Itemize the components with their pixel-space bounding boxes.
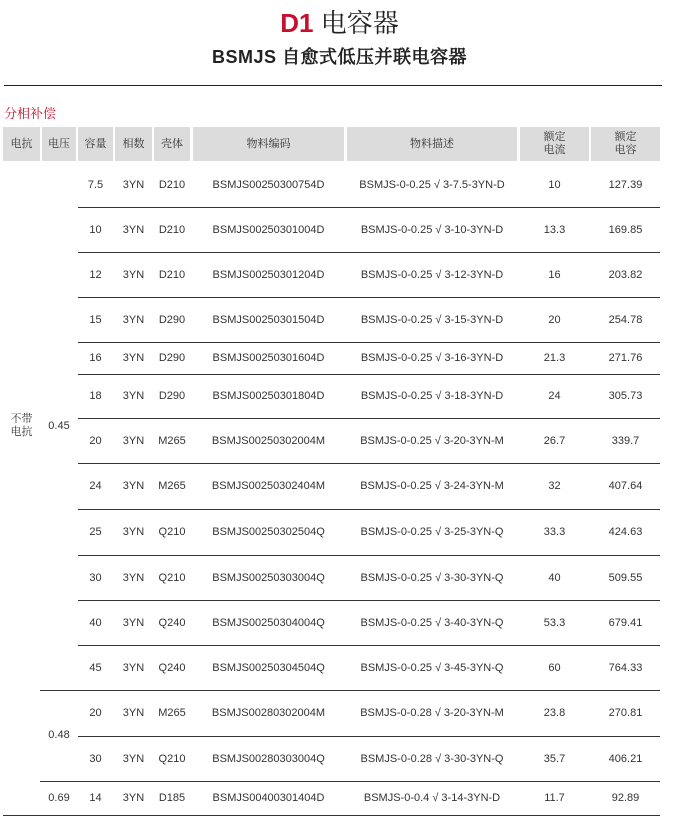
cell-phase: 3YN bbox=[122, 526, 145, 538]
cell-material-desc: BSMJS-0-0.25 √ 3-18-3YN-D bbox=[360, 390, 504, 402]
cell-shell: D290 bbox=[158, 313, 186, 326]
cell-capacity: 12 bbox=[89, 268, 102, 281]
cell-capacity: 30 bbox=[89, 571, 102, 584]
cell-rated-capacitance: 203.82 bbox=[608, 268, 643, 281]
cell-material-code: BSMJS00250301004D bbox=[212, 223, 325, 236]
cell-phase: 3YN bbox=[122, 480, 145, 492]
cell-material-code: BSMJS00250302404M bbox=[211, 480, 326, 492]
cell-capacity: 45 bbox=[89, 661, 102, 674]
cell-rated-current: 40 bbox=[548, 571, 561, 584]
column-header-rated-current: 额定 电流 bbox=[520, 127, 589, 161]
cell-material-desc: BSMJS-0-0.25 √ 3-15-3YN-D bbox=[360, 313, 504, 326]
cell-phase: 3YN bbox=[122, 352, 145, 364]
cell-phase: 3YN bbox=[122, 390, 145, 402]
cell-rated-capacitance: 92.89 bbox=[611, 792, 640, 804]
cell-material-code: BSMJS00250302504Q bbox=[212, 526, 325, 538]
cell-material-code: BSMJS00250304004Q bbox=[212, 616, 325, 629]
cell-rated-current: 20 bbox=[548, 313, 561, 326]
cell-material-desc: BSMJS-0-0.28 √ 3-20-3YN-M bbox=[360, 707, 504, 719]
cell-material-desc: BSMJS-0-0.25 √ 3-20-3YN-M bbox=[360, 434, 504, 447]
cell-phase: 3YN bbox=[122, 616, 145, 629]
cell-rated-current: 32 bbox=[548, 480, 561, 492]
cell-capacity: 15 bbox=[89, 313, 102, 326]
cell-capacity: 20 bbox=[89, 707, 102, 719]
cell-capacity: 18 bbox=[89, 390, 102, 402]
cell-phase: 3YN bbox=[122, 752, 145, 765]
cell-material-desc: BSMJS-0-0.25 √ 3-30-3YN-Q bbox=[360, 571, 504, 584]
column-header-capacity: 容量 bbox=[78, 127, 113, 161]
cell-rated-current: 10 bbox=[548, 178, 561, 191]
cell-rated-current: 23.8 bbox=[543, 707, 566, 719]
product-code: D1 bbox=[280, 8, 314, 38]
cell-material-code: BSMJS00280303004Q bbox=[212, 752, 325, 765]
cell-material-desc: BSMJS-0-0.25 √ 3-24-3YN-M bbox=[360, 480, 504, 492]
voltage-merged-cell: 0.45 bbox=[48, 419, 70, 432]
cell-material-desc: BSMJS-0-0.25 √ 3-45-3YN-Q bbox=[360, 661, 504, 674]
cell-rated-capacitance: 127.39 bbox=[608, 178, 643, 191]
cell-material-code: BSMJS00250304504Q bbox=[212, 661, 325, 674]
cell-material-code: BSMJS00250301804D bbox=[212, 390, 325, 402]
cell-rated-capacitance: 169.85 bbox=[608, 223, 643, 236]
cell-capacity: 25 bbox=[89, 526, 102, 538]
cell-phase: 3YN bbox=[122, 707, 145, 719]
cell-material-code: BSMJS00250303004Q bbox=[212, 571, 325, 584]
cell-shell: Q240 bbox=[158, 616, 186, 629]
column-header-material-code: 物料编码 bbox=[193, 127, 344, 161]
cell-material-code: BSMJS00280302004M bbox=[211, 707, 326, 719]
cell-shell: D290 bbox=[158, 390, 186, 402]
cell-rated-current: 13.3 bbox=[543, 223, 566, 236]
cell-rated-current: 26.7 bbox=[543, 434, 566, 447]
cell-rated-current: 35.7 bbox=[543, 752, 566, 765]
cell-shell: Q210 bbox=[158, 526, 186, 538]
cell-rated-current: 33.3 bbox=[543, 526, 566, 538]
document-subtitle: BSMJS 自愈式低压并联电容器 bbox=[211, 47, 467, 67]
column-header-shell: 壳体 bbox=[154, 127, 190, 161]
cell-shell: D210 bbox=[158, 223, 186, 236]
cell-material-desc: BSMJS-0-0.28 √ 3-30-3YN-Q bbox=[360, 752, 504, 765]
cell-rated-capacitance: 305.73 bbox=[608, 390, 643, 402]
cell-shell: M265 bbox=[158, 707, 186, 719]
cell-rated-current: 16 bbox=[548, 268, 561, 281]
cell-shell: Q240 bbox=[158, 661, 186, 674]
document-title bbox=[0, 8, 679, 38]
cell-phase: 3YN bbox=[122, 792, 145, 804]
cell-capacity: 16 bbox=[89, 352, 102, 364]
cell-rated-capacitance: 339.7 bbox=[611, 434, 640, 447]
cell-material-desc: BSMJS-0-0.25 √ 3-12-3YN-D bbox=[360, 268, 504, 281]
cell-capacity: 30 bbox=[89, 752, 102, 765]
voltage-merged-cell: 0.69 bbox=[48, 791, 70, 804]
cell-rated-current: 11.7 bbox=[544, 792, 565, 804]
section-title: 分相补偿 bbox=[4, 106, 57, 121]
cell-capacity: 14 bbox=[89, 792, 102, 804]
cell-shell: M265 bbox=[158, 480, 186, 492]
cell-capacity: 40 bbox=[89, 616, 102, 629]
cell-shell: D210 bbox=[158, 268, 186, 281]
cell-rated-capacitance: 406.21 bbox=[608, 752, 643, 765]
reactance-merged-cell: 不带 电抗 bbox=[10, 413, 33, 438]
cell-material-desc: BSMJS-0-0.25 √ 3-25-3YN-Q bbox=[360, 526, 504, 538]
cell-material-desc: BSMJS-0-0.25 √ 3-7.5-3YN-D bbox=[359, 178, 505, 191]
cell-rated-capacitance: 270.81 bbox=[608, 707, 643, 719]
cell-material-code: BSMJS00250300754D bbox=[212, 178, 325, 191]
cell-rated-capacitance: 679.41 bbox=[608, 616, 643, 629]
cell-phase: 3YN bbox=[122, 661, 145, 674]
cell-rated-capacitance: 407.64 bbox=[608, 480, 643, 492]
cell-phase: 3YN bbox=[122, 571, 145, 584]
product-category: 电容器 bbox=[320, 8, 399, 38]
cell-rated-capacitance: 271.76 bbox=[608, 352, 643, 364]
cell-material-code: BSMJS00250301204D bbox=[212, 268, 325, 281]
cell-rated-current: 60 bbox=[548, 661, 561, 674]
cell-material-code: BSMJS00400301404D bbox=[212, 792, 325, 804]
cell-material-code: BSMJS00250301604D bbox=[212, 352, 325, 364]
cell-rated-capacitance: 509.55 bbox=[608, 571, 643, 584]
cell-shell: Q210 bbox=[158, 752, 186, 765]
column-header-material-desc: 物料描述 bbox=[347, 127, 517, 161]
cell-material-code: BSMJS00250302004M bbox=[211, 434, 326, 447]
cell-rated-current: 24 bbox=[548, 390, 561, 402]
cell-phase: 3YN bbox=[122, 178, 145, 191]
column-header-phase: 相数 bbox=[115, 127, 152, 161]
cell-phase: 3YN bbox=[122, 434, 145, 447]
cell-material-desc: BSMJS-0-0.25 √ 3-40-3YN-Q bbox=[360, 616, 504, 629]
cell-rated-capacitance: 764.33 bbox=[608, 661, 643, 674]
cell-material-code: BSMJS00250301504D bbox=[212, 313, 325, 326]
cell-material-desc: BSMJS-0-0.25 √ 3-10-3YN-D bbox=[360, 223, 504, 236]
cell-material-desc: BSMJS-0-0.25 √ 3-16-3YN-D bbox=[360, 352, 504, 364]
cell-shell: M265 bbox=[158, 434, 186, 447]
cell-material-desc: BSMJS-0-0.4 √ 3-14-3YN-D bbox=[363, 792, 501, 804]
cell-phase: 3YN bbox=[122, 313, 145, 326]
cell-phase: 3YN bbox=[122, 223, 145, 236]
cell-rated-current: 21.3 bbox=[543, 352, 566, 364]
cell-rated-current: 53.3 bbox=[543, 616, 566, 629]
table-bottom-border bbox=[3, 815, 660, 816]
cell-capacity: 10 bbox=[89, 223, 102, 236]
title-divider bbox=[4, 85, 662, 86]
column-header-rated-capacitance: 额定 电容 bbox=[591, 127, 660, 161]
cell-phase: 3YN bbox=[122, 268, 145, 281]
voltage-merged-cell: 0.48 bbox=[48, 729, 70, 741]
cell-shell: D290 bbox=[158, 352, 186, 364]
cell-shell: Q210 bbox=[158, 571, 186, 584]
cell-shell: D185 bbox=[158, 792, 186, 804]
column-header-voltage: 电压 bbox=[42, 127, 76, 161]
cell-capacity: 20 bbox=[89, 434, 102, 447]
column-header-reactance: 电抗 bbox=[3, 127, 40, 161]
cell-shell: D210 bbox=[158, 178, 186, 191]
cell-capacity: 24 bbox=[89, 480, 102, 492]
cell-capacity: 7.5 bbox=[87, 178, 104, 191]
cell-rated-capacitance: 424.63 bbox=[608, 526, 643, 538]
cell-rated-capacitance: 254.78 bbox=[608, 313, 643, 326]
